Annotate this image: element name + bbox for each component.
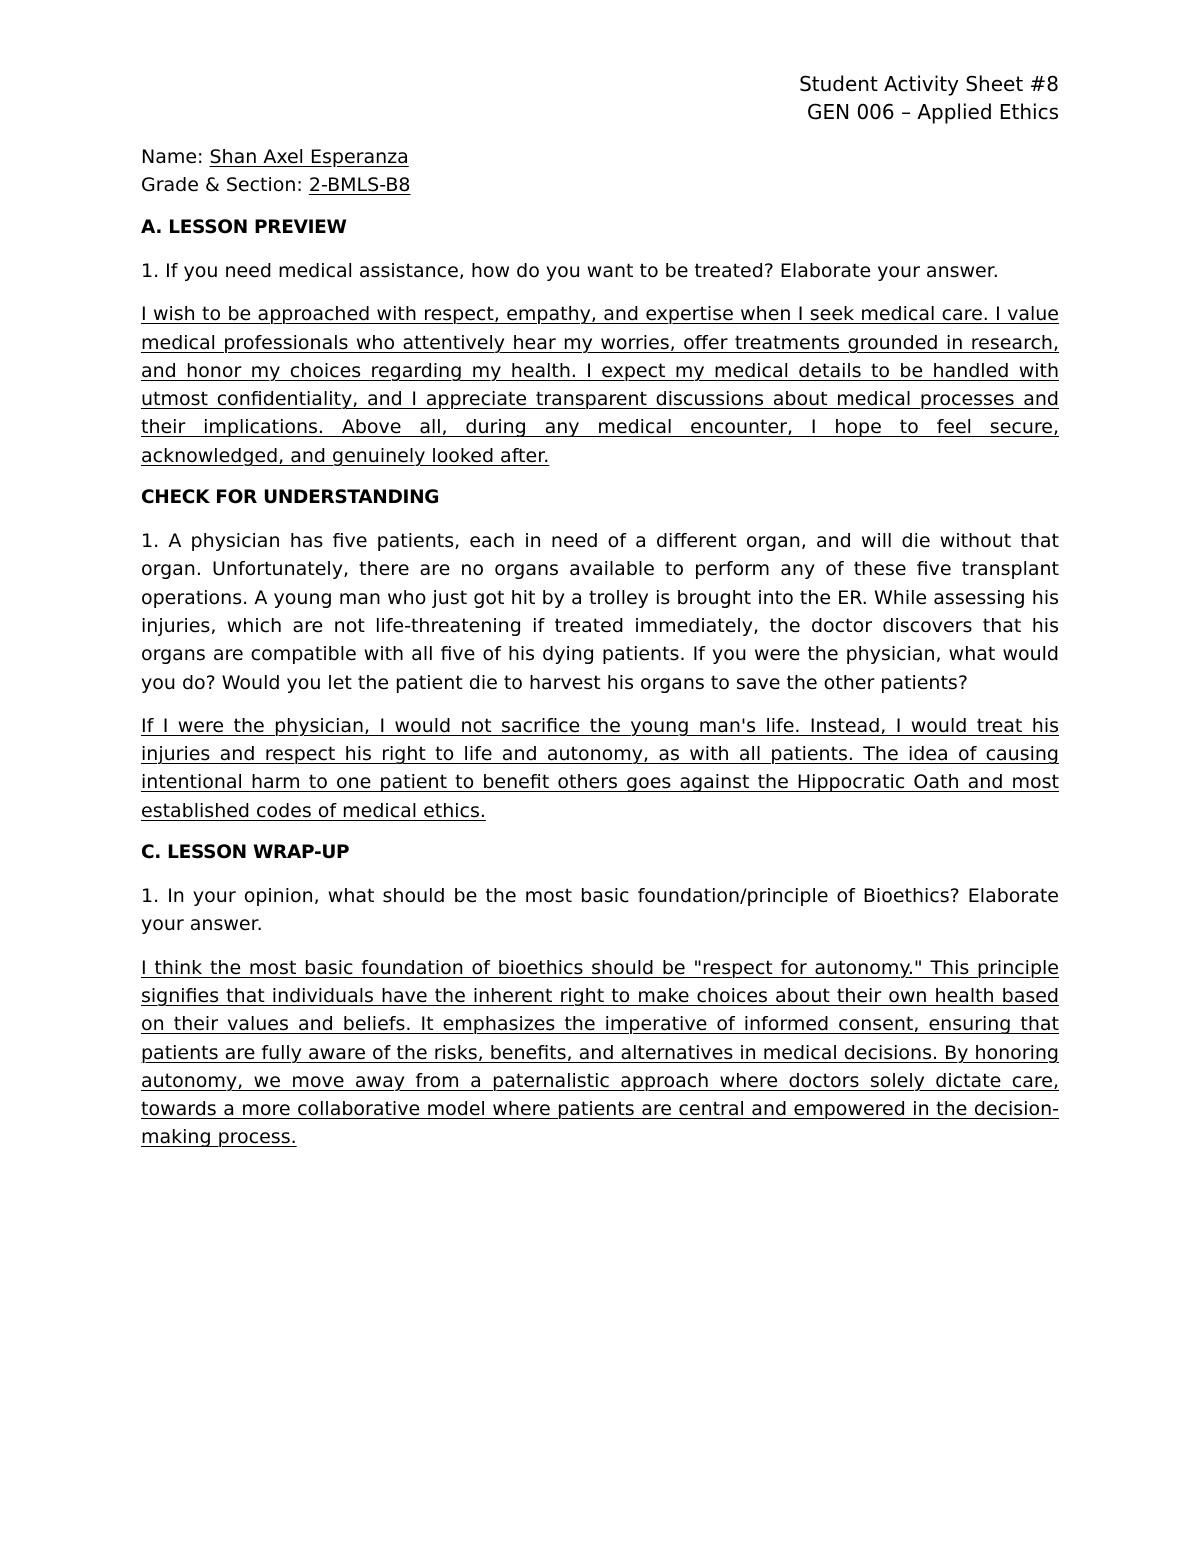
student-info xyxy=(141,143,411,199)
check-understanding-answer: If I were the physician, I would not sacrifice the young man's life. Instead, I would treat his injuries and respect his right to life and autonomy, as with all patients. The idea of causing intentional harm to one patient to benefit others goes against the Hippocratic Oath and most established codes of medical ethics. xyxy=(141,714,1059,822)
lesson-wrapup-heading: C. LESSON WRAP-UP xyxy=(141,842,350,864)
section-label: Grade & Section: xyxy=(141,174,309,196)
document-header xyxy=(799,70,1059,126)
student-name-line xyxy=(141,143,411,171)
sheet-title: Student Activity Sheet #8 xyxy=(799,72,1059,96)
lesson-wrapup-answer: I think the most basic foundation of bioethics should be "respect for autonomy." This principle signifies that individuals have the inherent right to make choices about their own health based on their values and beliefs. It emphasizes the imperative of informed consent, ensuring that patients are fully aware of the risks, benefits, and alternatives in medical decisions. By honoring autonomy, we move away from a paternalistic approach where doctors solely dictate care, towards a more collaborative model where patients are central and empowered in the decision-making process. xyxy=(141,956,1059,1149)
lesson-preview-answer: I wish to be approached with respect, empathy, and expertise when I seek medical care. I value medical professionals who attentively hear my worries, offer treatments grounded in research, and honor my choices regarding my health. I expect my medical details to be handled with utmost confidentiality, and I appreciate transparent discussions about medical processes and their implications. Above all, during any medical encounter, I hope to feel secure, acknowledged, and genuinely looked after. xyxy=(141,303,1059,467)
lesson-preview-heading: A. LESSON PREVIEW xyxy=(141,217,347,238)
check-understanding-question: 1. A physician has five patients, each in need of a different organ, and will die without that organ. Unfortunately, there are no organs available to perform any of these five transplant operations. A young man who just got hit by a trolley is brought into the ER. While assessing his injuries, which are not life-threatening if treated immediately, the doctor discovers that his organs are compatible with all five of his dying patients. If you were the physician, what would you do? Would you let the patient die to harvest his organs to save the other patients? xyxy=(141,530,1059,694)
course-title: GEN 006 – Applied Ethics xyxy=(806,100,1059,124)
name-label: Name: xyxy=(141,146,210,168)
student-section-line xyxy=(141,171,411,199)
lesson-wrapup-question: 1. In your opinion, what should be the most basic foundation/principle of Bioethics? Elaborate your answer. xyxy=(141,885,1059,936)
name-value: Shan Axel Esperanza xyxy=(209,146,409,168)
lesson-preview-question: 1. If you need medical assistance, how do you want to be treated? Elaborate your answer. xyxy=(141,260,999,282)
document-body xyxy=(141,214,1059,1166)
check-understanding-heading: CHECK FOR UNDERSTANDING xyxy=(141,487,440,509)
section-value: 2-BMLS-B8 xyxy=(308,174,411,196)
